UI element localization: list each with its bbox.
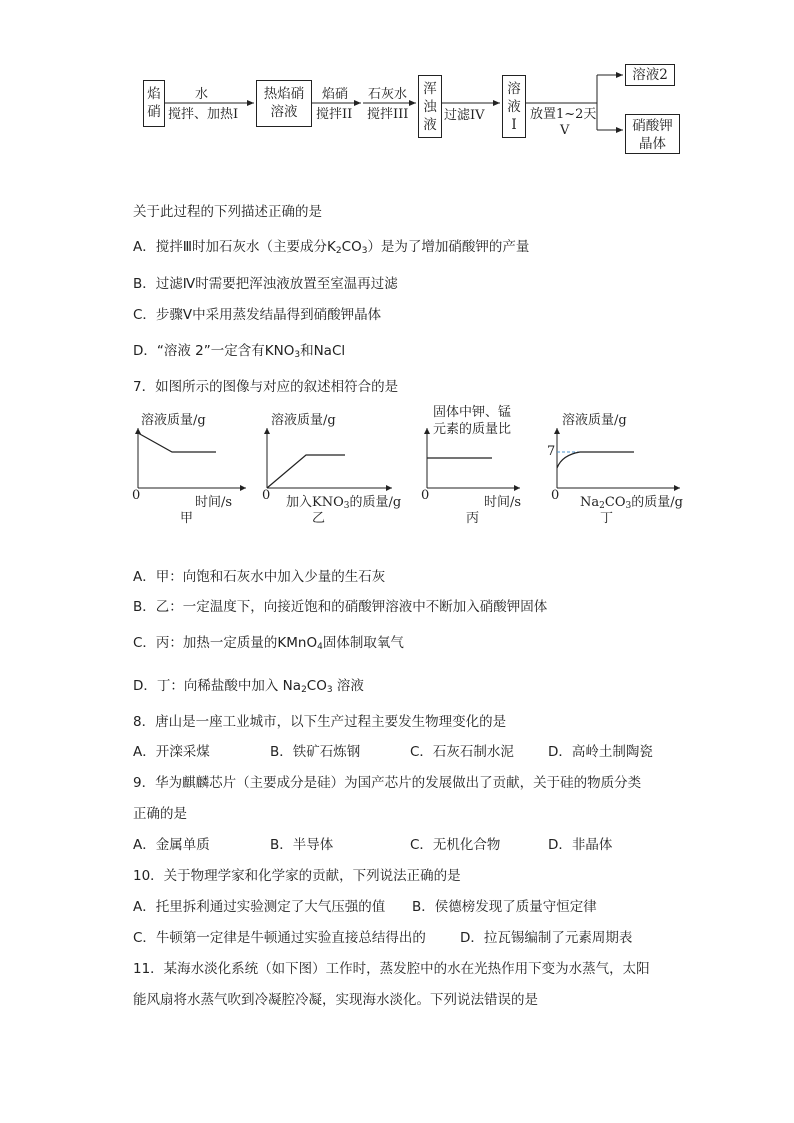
q9-option-b: B．半导体 <box>270 837 334 853</box>
box-solution-1-line3: I <box>511 117 517 133</box>
graph-ding-origin: 0 <box>551 488 560 503</box>
q7-option-d: D．丁：向稀盐酸中加入 $Na_2CO_3$ 溶液 <box>133 678 364 695</box>
graph-ding-curve <box>557 452 634 468</box>
arrow1-top-label: 水 <box>195 87 209 102</box>
graph-yi-ylabel: 溶液质量/g <box>271 413 336 428</box>
box-solution-2-label: 溶液2 <box>632 67 668 83</box>
box-hot-solution-line1: 热焰硝 <box>263 86 305 102</box>
q6-option-c: C．步骤Ⅴ中采用蒸发结晶得到硝酸钾晶体 <box>133 307 382 323</box>
q8-option-d: D．高岭土制陶瓷 <box>548 744 653 760</box>
q8-stem: 8．唐山是一座工业城市，以下生产过程主要发生物理变化的是 <box>133 714 507 730</box>
q9-option-c: C．无机化合物 <box>410 837 501 853</box>
arrow5-bottom-label: V <box>560 123 570 138</box>
graph-yi-curve <box>267 455 345 488</box>
box-start <box>143 80 165 127</box>
graph-jia-xlabel: 时间/s <box>195 495 233 510</box>
q9-option-d: D．非晶体 <box>548 837 613 853</box>
graph-jia-ylabel: 溶液质量/g <box>141 413 206 428</box>
graph-yi-origin: 0 <box>262 488 271 503</box>
arrow3-bottom-label: 搅拌III <box>367 107 409 122</box>
box-turbid-line2: 浊 <box>423 99 437 115</box>
q11-stem-line1: 11．某海水淡化系统（如下图）工作时，蒸发腔中的水在光热作用下变为水蒸气，太阳 <box>133 961 650 977</box>
graph-jia-origin: 0 <box>132 488 141 503</box>
graph-jia-name: 甲 <box>180 511 194 526</box>
box-start-line2: 硝 <box>147 104 161 120</box>
graph-ding-name: 丁 <box>600 511 614 526</box>
q10-stem: 10．关于物理学家和化学家的贡献，下列说法正确的是 <box>133 868 461 884</box>
graph-yi-xlabel: 加入$KNO_3$的质量/g <box>286 495 402 511</box>
graph-bing-ylabel-2: 元素的质量比 <box>433 422 512 437</box>
q10-option-a: A．托里拆利通过实验测定了大气压强的值 <box>133 899 386 915</box>
arrow3-top-label: 石灰水 <box>368 87 408 102</box>
q9-stem-line1: 9．华为麒麟芯片（主要成分是硅）为国产芯片的发展做出了贡献，关于硅的物质分类 <box>133 775 642 791</box>
q6-option-a: A．搅拌Ⅲ时加石灰水（主要成分$K_2CO_3$）是为了增加硝酸钾的产量 <box>133 239 530 256</box>
q7-stem: 7．如图所示的图像与对应的叙述相符合的是 <box>133 379 399 395</box>
box-solution-2 <box>625 64 675 86</box>
q7-option-c: C．丙：加热一定质量的KMnO$_4$固体制取氧气 <box>133 635 404 652</box>
arrow2-top-label: 焰硝 <box>322 87 349 102</box>
box-crystal <box>625 114 680 154</box>
graph-bing-name: 丙 <box>466 511 480 526</box>
q10-option-b: B．侯德榜发现了质量守恒定律 <box>412 899 597 915</box>
q6-option-d: D．“溶液 2”一定含有$KNO_3$和NaCl <box>133 343 346 360</box>
arrow4-bottom-label: 过滤IV <box>444 108 485 123</box>
q8-option-b: B．铁矿石炼钢 <box>270 744 361 760</box>
graph-bing-xlabel: 时间/s <box>484 495 522 510</box>
graph-jia-curve <box>138 433 216 452</box>
arrow5-top-label: 放置1~2天 <box>530 107 597 122</box>
box-solution-1-line1: 溶 <box>507 81 521 97</box>
graph-ding <box>557 428 680 488</box>
q7-option-b: B．乙：一定温度下，向接近饱和的硝酸钾溶液中不断加入硝酸钾固体 <box>133 599 548 615</box>
q9-option-a: A．金属单质 <box>133 837 210 853</box>
arrow1-bottom-label: 搅拌、加热I <box>168 107 239 122</box>
q10-option-c: C．牛顿第一定律是牛顿通过实验直接总结得出的 <box>133 930 426 946</box>
graph-bing-ylabel-1: 固体中钾、锰 <box>433 405 512 420</box>
q11-stem-line2: 能风扇将水蒸气吹到冷凝腔冷凝，实现海水淡化。下列说法错误的是 <box>133 992 538 1008</box>
box-hot-solution <box>256 80 312 127</box>
q6-stem: 关于此过程的下列描述正确的是 <box>133 204 322 220</box>
q7-graphs <box>0 400 794 540</box>
box-solution-1 <box>502 75 526 138</box>
graph-ding-ylabel: 溶液质量/g <box>562 413 627 428</box>
box-solution-1-line2: 液 <box>507 99 521 115</box>
graph-yi-name: 乙 <box>312 511 326 526</box>
arrow2-bottom-label: 搅拌II <box>316 107 353 122</box>
q8-option-c: C．石灰石制水泥 <box>410 744 514 760</box>
box-turbid <box>418 75 442 138</box>
box-turbid-line3: 液 <box>423 117 437 133</box>
graph-bing-origin: 0 <box>421 488 430 503</box>
graph-yi <box>267 428 392 488</box>
box-crystal-line1: 硝酸钾 <box>632 118 673 134</box>
q8-option-a: A．开滦采煤 <box>133 744 210 760</box>
graph-ding-ytick-7: 7 <box>547 444 556 459</box>
box-crystal-line2: 晶体 <box>639 136 666 152</box>
q10-option-d: D．拉瓦锡编制了元素周期表 <box>460 930 633 946</box>
box-hot-solution-line2: 溶液 <box>270 104 298 120</box>
box-turbid-line1: 浑 <box>423 81 437 97</box>
q6-option-b: B．过滤Ⅳ时需要把浑浊液放置至室温再过滤 <box>133 276 398 292</box>
graph-jia <box>138 428 246 488</box>
q9-stem-line2: 正确的是 <box>133 806 187 822</box>
q7-option-a: A．甲：向饱和石灰水中加入少量的生石灰 <box>133 569 386 585</box>
graph-ding-xlabel: $Na_2CO_3$的质量/g <box>580 495 683 511</box>
box-start-line1: 焰 <box>147 86 161 102</box>
